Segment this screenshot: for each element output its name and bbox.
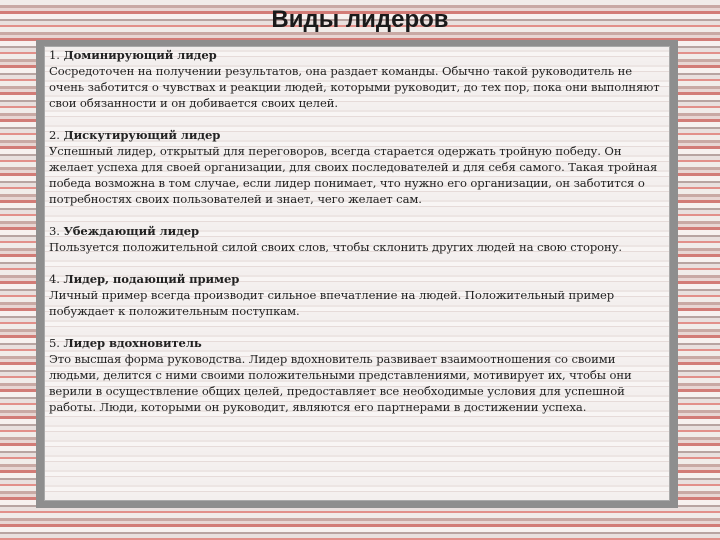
- item-description: Успешный лидер, открытый для переговоров, всегда старается одержать тройную победу. Он желает успеха для своей организации, для своих последователей и для себя самого. Такая тройная победа возможна в том случае, если лидер понимает, что нужно его организации, он заботится о потребностях своих пользователей и знает, чего желает сам.: [49, 144, 658, 206]
- item-heading: [49, 223, 667, 239]
- item-number: 2.: [49, 128, 60, 142]
- item-heading: [49, 271, 667, 287]
- item-name: Лидер, подающий пример: [63, 272, 240, 286]
- list-item: [49, 223, 667, 255]
- leader-types-list: [49, 46, 667, 431]
- slide-title: Виды лидеров: [271, 6, 449, 33]
- list-item: [49, 127, 667, 207]
- item-name: Убеждающий лидер: [63, 224, 199, 238]
- item-number: 4.: [49, 272, 60, 286]
- item-number: 5.: [49, 336, 60, 350]
- item-name: Дискутирующий лидер: [63, 128, 221, 142]
- list-item: [49, 271, 667, 319]
- item-name: Доминирующий лидер: [63, 48, 217, 62]
- item-description: Сосредоточен на получении результатов, она раздает команды. Обычно такой руководитель не очень заботится о чувствах и реакции людей, которыми руководит, до тех пор, пока они выполняют свои обязанности и он добивается своих целей.: [49, 64, 660, 110]
- item-number: 1.: [49, 48, 60, 62]
- item-heading: [49, 47, 667, 63]
- item-heading: [49, 127, 667, 143]
- item-description: Пользуется положительной силой своих слов, чтобы склонить других людей на свою сторону.: [49, 240, 622, 254]
- item-number: 3.: [49, 224, 60, 238]
- item-description: Это высшая форма руководства. Лидер вдохновитель развивает взаимоотношения со своими людьми, делится с ними своими положительными представлениями, мотивирует их, чтобы они верили в осуществление общих целей, предоставляет все необходимые условия для успешной работы. Люди, которыми он руководит, являются его партнерами в достижении успеха.: [49, 352, 632, 414]
- list-item: [49, 47, 667, 111]
- item-description: Личный пример всегда производит сильное впечатление на людей. Положительный пример побуждает к положительным поступкам.: [49, 288, 615, 318]
- item-name: Лидер вдохновитель: [63, 336, 202, 350]
- item-heading: [49, 335, 667, 351]
- list-item: [49, 335, 667, 415]
